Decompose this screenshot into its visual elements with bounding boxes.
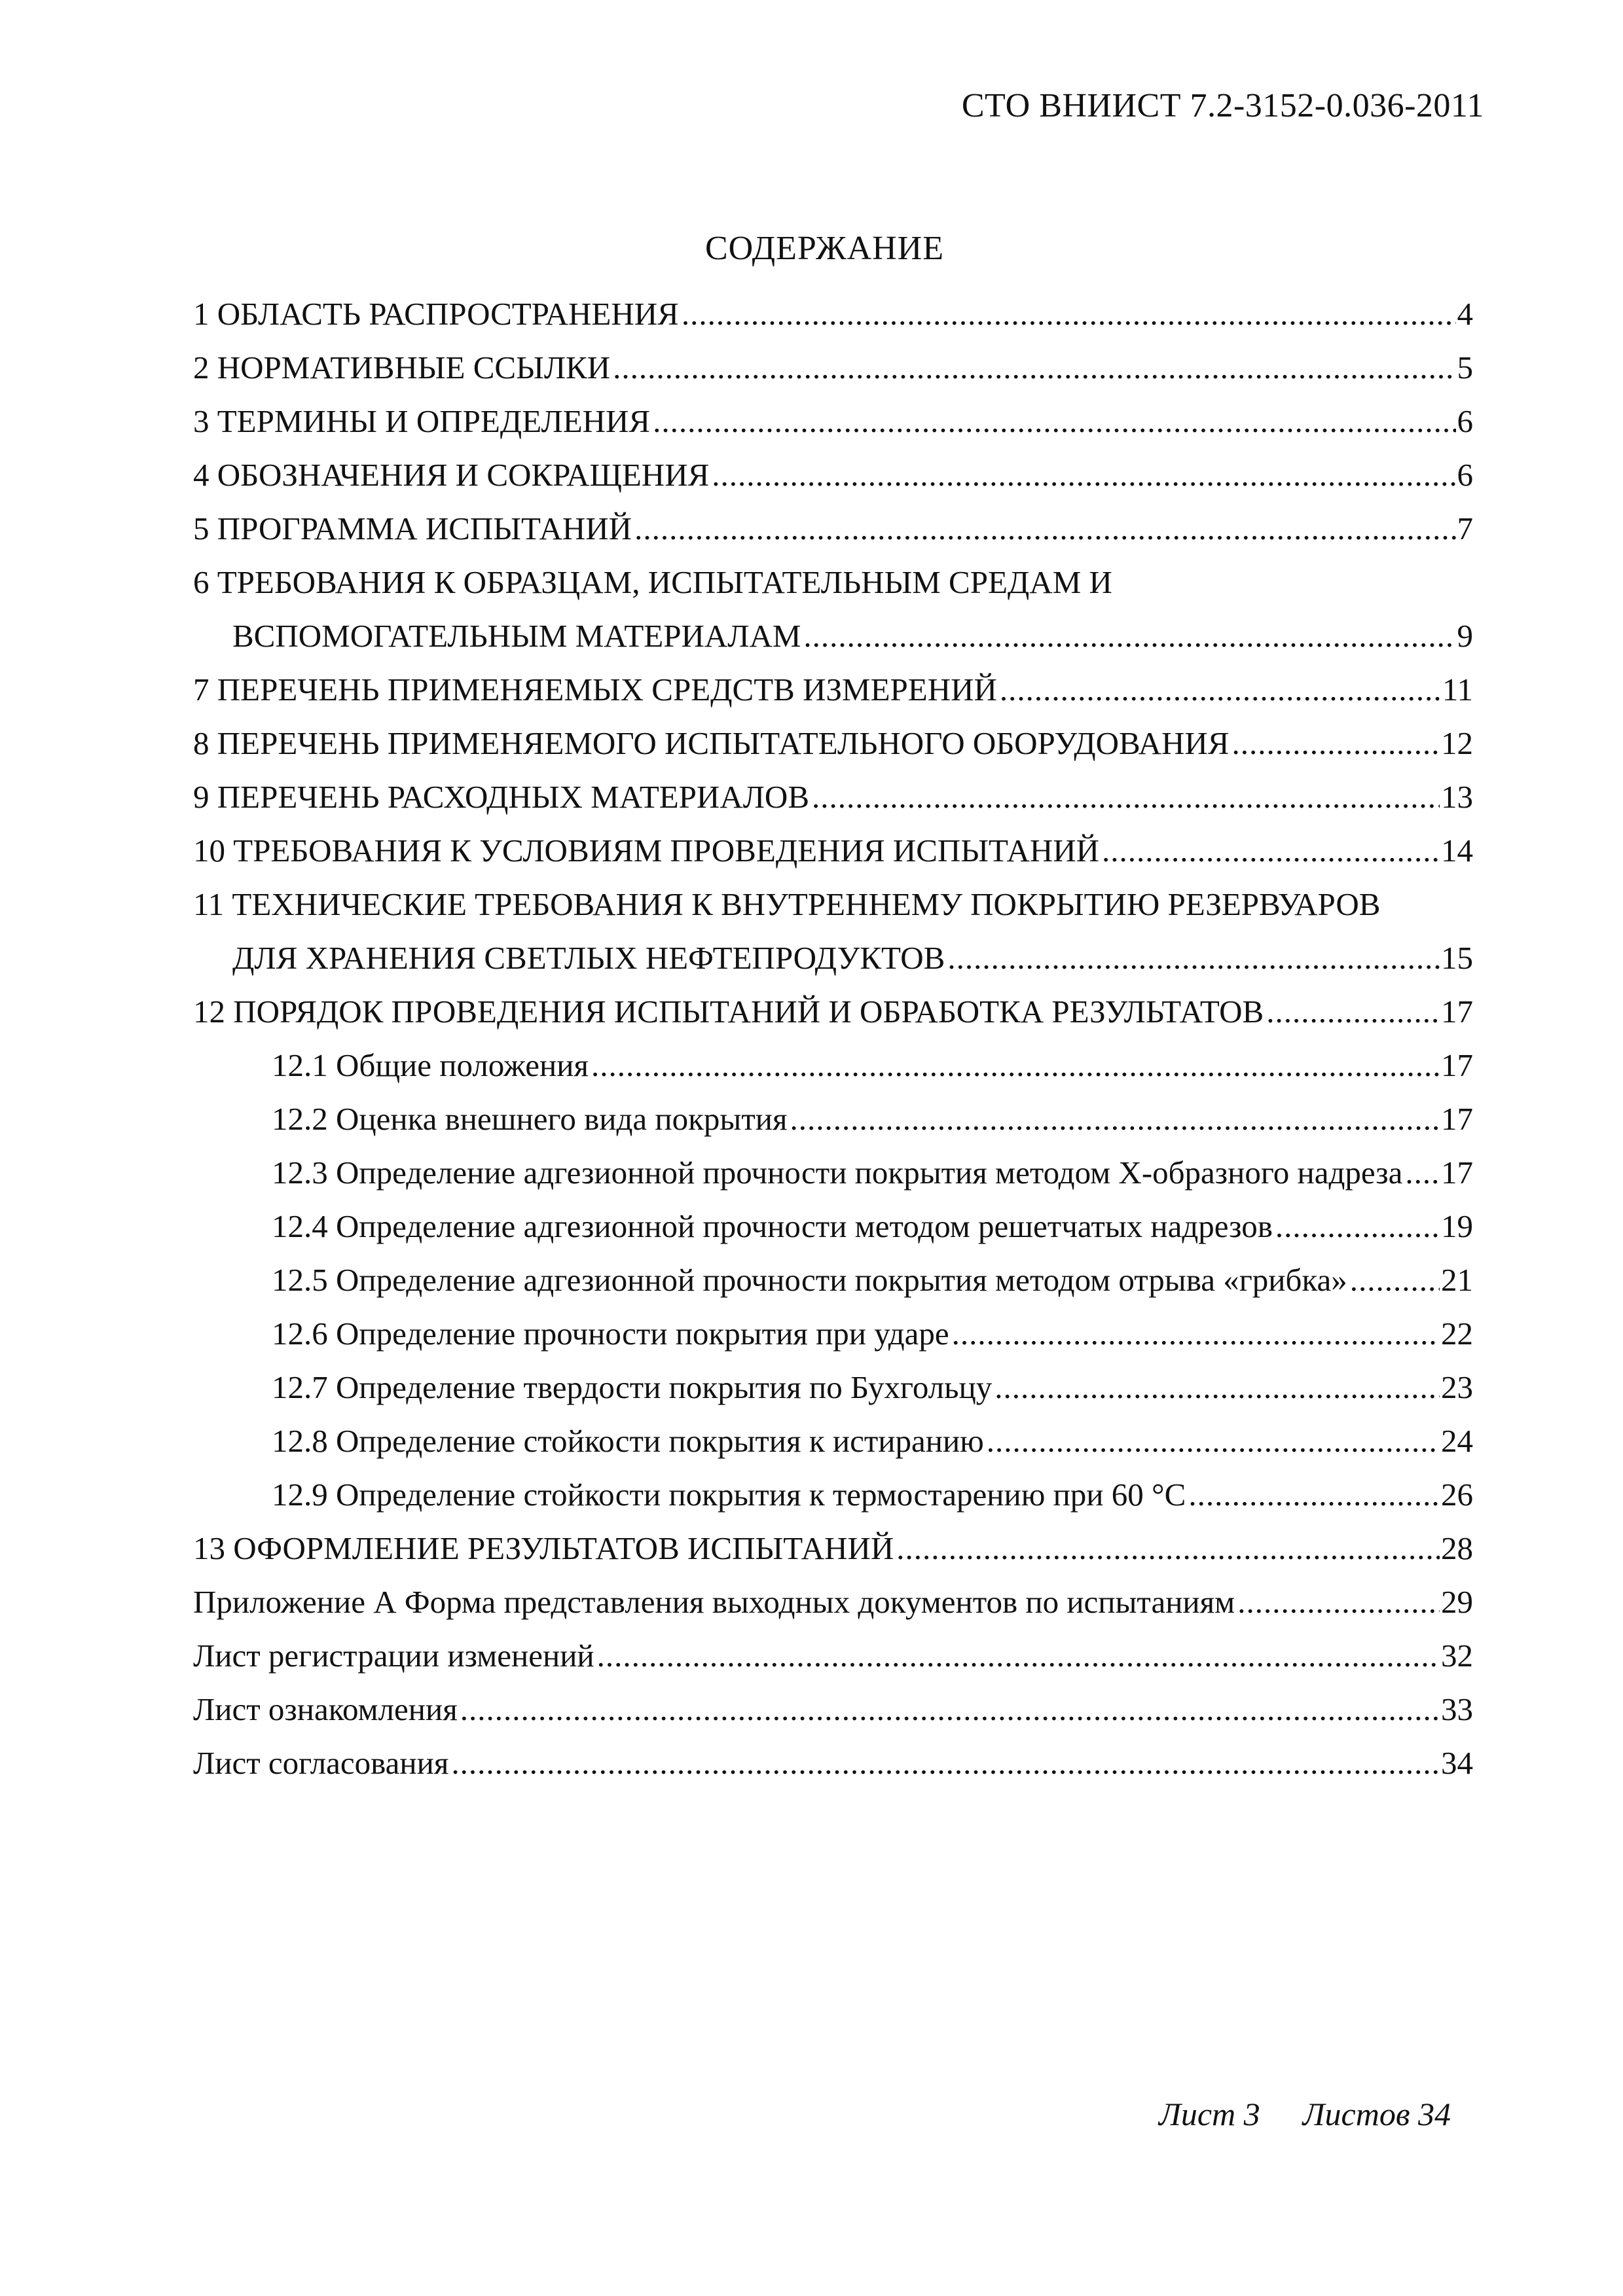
toc-entry-title: Приложение А Форма представления выходных документов по испытаниям [193, 1584, 1235, 1620]
toc-entry-12 [193, 992, 1473, 1031]
toc-entry-12-3 [193, 1153, 1473, 1193]
toc-entry-12-1 [193, 1046, 1473, 1085]
toc-entry-title: 2 НОРМАТИВНЫЕ ССЫЛКИ [193, 350, 611, 386]
sheet-number: Лист 3 [1159, 2096, 1260, 2132]
toc-entry-title: 12.1 Общие положения [272, 1047, 589, 1083]
document-code: СТО ВНИИСТ 7.2-3152-0.036-2011 [961, 87, 1484, 124]
toc-entry-11 [193, 939, 1473, 978]
toc-entry-page: 13 [1441, 779, 1473, 815]
toc-entry-page: 22 [1441, 1316, 1473, 1352]
toc-entry-page: 26 [1441, 1477, 1473, 1513]
dot-leader [1231, 724, 1440, 763]
toc-entry-12-8 [193, 1422, 1473, 1461]
toc-entry-title: 12.8 Определение стойкости покрытия к истиранию [272, 1423, 984, 1459]
toc-entry-page: 12 [1441, 725, 1473, 761]
toc-entry-12-5 [193, 1261, 1473, 1300]
toc-entry-title: 12.2 Оценка внешнего вида покрытия [272, 1101, 788, 1137]
dot-leader [790, 1100, 1440, 1139]
toc-entry-6-first-line: 6 ТРЕБОВАНИЯ К ОБРАЗЦАМ, ИСПЫТАТЕЛЬНЫМ СРЕДАМ И [193, 564, 1112, 600]
toc-entry-page: 15 [1441, 940, 1473, 976]
dot-leader [803, 617, 1455, 656]
table-of-contents [193, 295, 1473, 1783]
toc-entry-12-9 [193, 1475, 1473, 1515]
toc-entry-title: 10 ТРЕБОВАНИЯ К УСЛОВИЯМ ПРОВЕДЕНИЯ ИСПЫТАНИЙ [193, 833, 1100, 869]
dot-leader [987, 1422, 1440, 1461]
dot-leader [896, 1529, 1440, 1568]
toc-entry-title: 12 ПОРЯДОК ПРОВЕДЕНИЯ ИСПЫТАНИЙ И ОБРАБОТКА РЕЗУЛЬТАТОВ [193, 994, 1264, 1030]
toc-entry-page: 17 [1441, 994, 1473, 1030]
dot-leader [947, 939, 1440, 978]
toc-entry-page: 6 [1457, 457, 1473, 493]
toc-entry-page: 4 [1457, 296, 1473, 332]
toc-entry-page: 29 [1441, 1584, 1473, 1620]
sheets-total: Листов 34 [1302, 2096, 1451, 2132]
dot-leader [1000, 670, 1441, 709]
toc-entry-title: 3 ТЕРМИНЫ И ОПРЕДЕЛЕНИЯ [193, 403, 651, 439]
dot-leader [653, 402, 1455, 441]
toc-entry-2 [193, 348, 1473, 387]
toc-entry-page: 17 [1441, 1047, 1473, 1083]
toc-entry-12-2 [193, 1100, 1473, 1139]
toc-entry-page: 9 [1457, 618, 1473, 654]
toc-entry-change-log [193, 1636, 1473, 1676]
toc-entry-page: 34 [1441, 1745, 1473, 1781]
toc-entry-1 [193, 295, 1473, 334]
toc-entry-page: 33 [1441, 1691, 1473, 1727]
toc-entry-title: 12.5 Определение адгезионной прочности покрытия методом отрыва «грибка» [272, 1262, 1347, 1298]
toc-entry-12-4 [193, 1207, 1473, 1246]
toc-entry-approval-sheet [193, 1744, 1473, 1783]
dot-leader [682, 295, 1456, 334]
toc-entry-title: 7 ПЕРЕЧЕНЬ ПРИМЕНЯЕМЫХ СРЕДСТВ ИЗМЕРЕНИЙ [193, 672, 997, 708]
toc-entry-11-first-line: 11 ТЕХНИЧЕСКИЕ ТРЕБОВАНИЯ К ВНУТРЕННЕМУ ПОКРЫТИЮ РЕЗЕРВУАРОВ [193, 886, 1381, 922]
toc-entry-title: 12.7 Определение твердости покрытия по Бухгольцу [272, 1369, 993, 1405]
toc-entry-acquaintance-sheet [193, 1690, 1473, 1729]
toc-entry-page: 17 [1441, 1101, 1473, 1137]
toc-entry-page: 23 [1441, 1369, 1473, 1405]
dot-leader [597, 1636, 1440, 1676]
toc-entry-title: 12.6 Определение прочности покрытия при ударе [272, 1316, 949, 1352]
toc-entry-title: 1 ОБЛАСТЬ РАСПРОСТРАНЕНИЯ [193, 296, 679, 332]
dot-leader [1266, 992, 1440, 1031]
toc-entry-title: 5 ПРОГРАММА ИСПЫТАНИЙ [193, 511, 632, 547]
toc-entry-page: 11 [1442, 672, 1473, 708]
toc-entry-5 [193, 509, 1473, 548]
toc-entry-title: Лист согласования [193, 1745, 449, 1781]
toc-entry-page: 32 [1441, 1638, 1473, 1674]
toc-entry-title: 12.3 Определение адгезионной прочности покрытия методом Х-образного надреза [272, 1155, 1403, 1191]
dot-leader [712, 456, 1455, 495]
toc-entry-13 [193, 1529, 1473, 1568]
toc-entry-title: 13 ОФОРМЛЕНИЕ РЕЗУЛЬТАТОВ ИСПЫТАНИЙ [193, 1530, 894, 1566]
toc-entry-12-6 [193, 1314, 1473, 1354]
toc-entry-page: 5 [1457, 350, 1473, 386]
dot-leader [1237, 1583, 1440, 1622]
dot-leader [952, 1314, 1440, 1354]
toc-title: СОДЕРЖАНИЕ [705, 230, 944, 267]
toc-entry-page: 6 [1457, 403, 1473, 439]
toc-entry-title: 12.9 Определение стойкости покрытия к термостарению при 60 °С [272, 1477, 1186, 1513]
dot-leader [1102, 831, 1440, 870]
toc-entry-10 [193, 831, 1473, 870]
toc-entry-page: 19 [1441, 1208, 1473, 1244]
toc-entry-title: 9 ПЕРЕЧЕНЬ РАСХОДНЫХ МАТЕРИАЛОВ [193, 779, 810, 815]
dot-leader [460, 1690, 1440, 1729]
toc-entry-3 [193, 402, 1473, 441]
toc-entry-title: Лист ознакомления [193, 1691, 458, 1727]
dot-leader [1275, 1207, 1440, 1246]
toc-entry-4 [193, 456, 1473, 495]
dot-leader [994, 1368, 1440, 1407]
toc-entry-title: 4 ОБОЗНАЧЕНИЯ И СОКРАЩЕНИЯ [193, 457, 710, 493]
toc-entry-page: 21 [1441, 1262, 1473, 1298]
toc-entry-8 [193, 724, 1473, 763]
toc-entry-page: 24 [1441, 1423, 1473, 1459]
page-footer [1159, 2094, 1451, 2134]
dot-leader [591, 1046, 1440, 1085]
toc-entry-title: Лист регистрации изменений [193, 1638, 594, 1674]
toc-entry-7 [193, 670, 1473, 709]
toc-entry-page: 7 [1457, 511, 1473, 547]
dot-leader [1188, 1475, 1440, 1515]
dot-leader [451, 1744, 1440, 1783]
toc-entry-appendix-a [193, 1583, 1473, 1622]
toc-entry-page: 14 [1441, 833, 1473, 869]
toc-entry-6 [193, 617, 1473, 656]
dot-leader [1405, 1153, 1440, 1193]
toc-entry-title: 8 ПЕРЕЧЕНЬ ПРИМЕНЯЕМОГО ИСПЫТАТЕЛЬНОГО ОБОРУДОВАНИЯ [193, 725, 1230, 761]
toc-entry-title: 12.4 Определение адгезионной прочности методом решетчатых надрезов [272, 1208, 1273, 1244]
toc-entry-title: ДЛЯ ХРАНЕНИЯ СВЕТЛЫХ НЕФТЕПРОДУКТОВ [232, 940, 945, 976]
dot-leader [812, 778, 1440, 817]
dot-leader [634, 509, 1455, 548]
toc-entry-9 [193, 778, 1473, 817]
toc-entry-page: 28 [1441, 1530, 1473, 1566]
toc-entry-12-7 [193, 1368, 1473, 1407]
toc-entry-title: ВСПОМОГАТЕЛЬНЫМ МАТЕРИАЛАМ [232, 618, 801, 654]
toc-entry-page: 17 [1441, 1155, 1473, 1191]
dot-leader [1350, 1261, 1440, 1300]
dot-leader [613, 348, 1455, 387]
